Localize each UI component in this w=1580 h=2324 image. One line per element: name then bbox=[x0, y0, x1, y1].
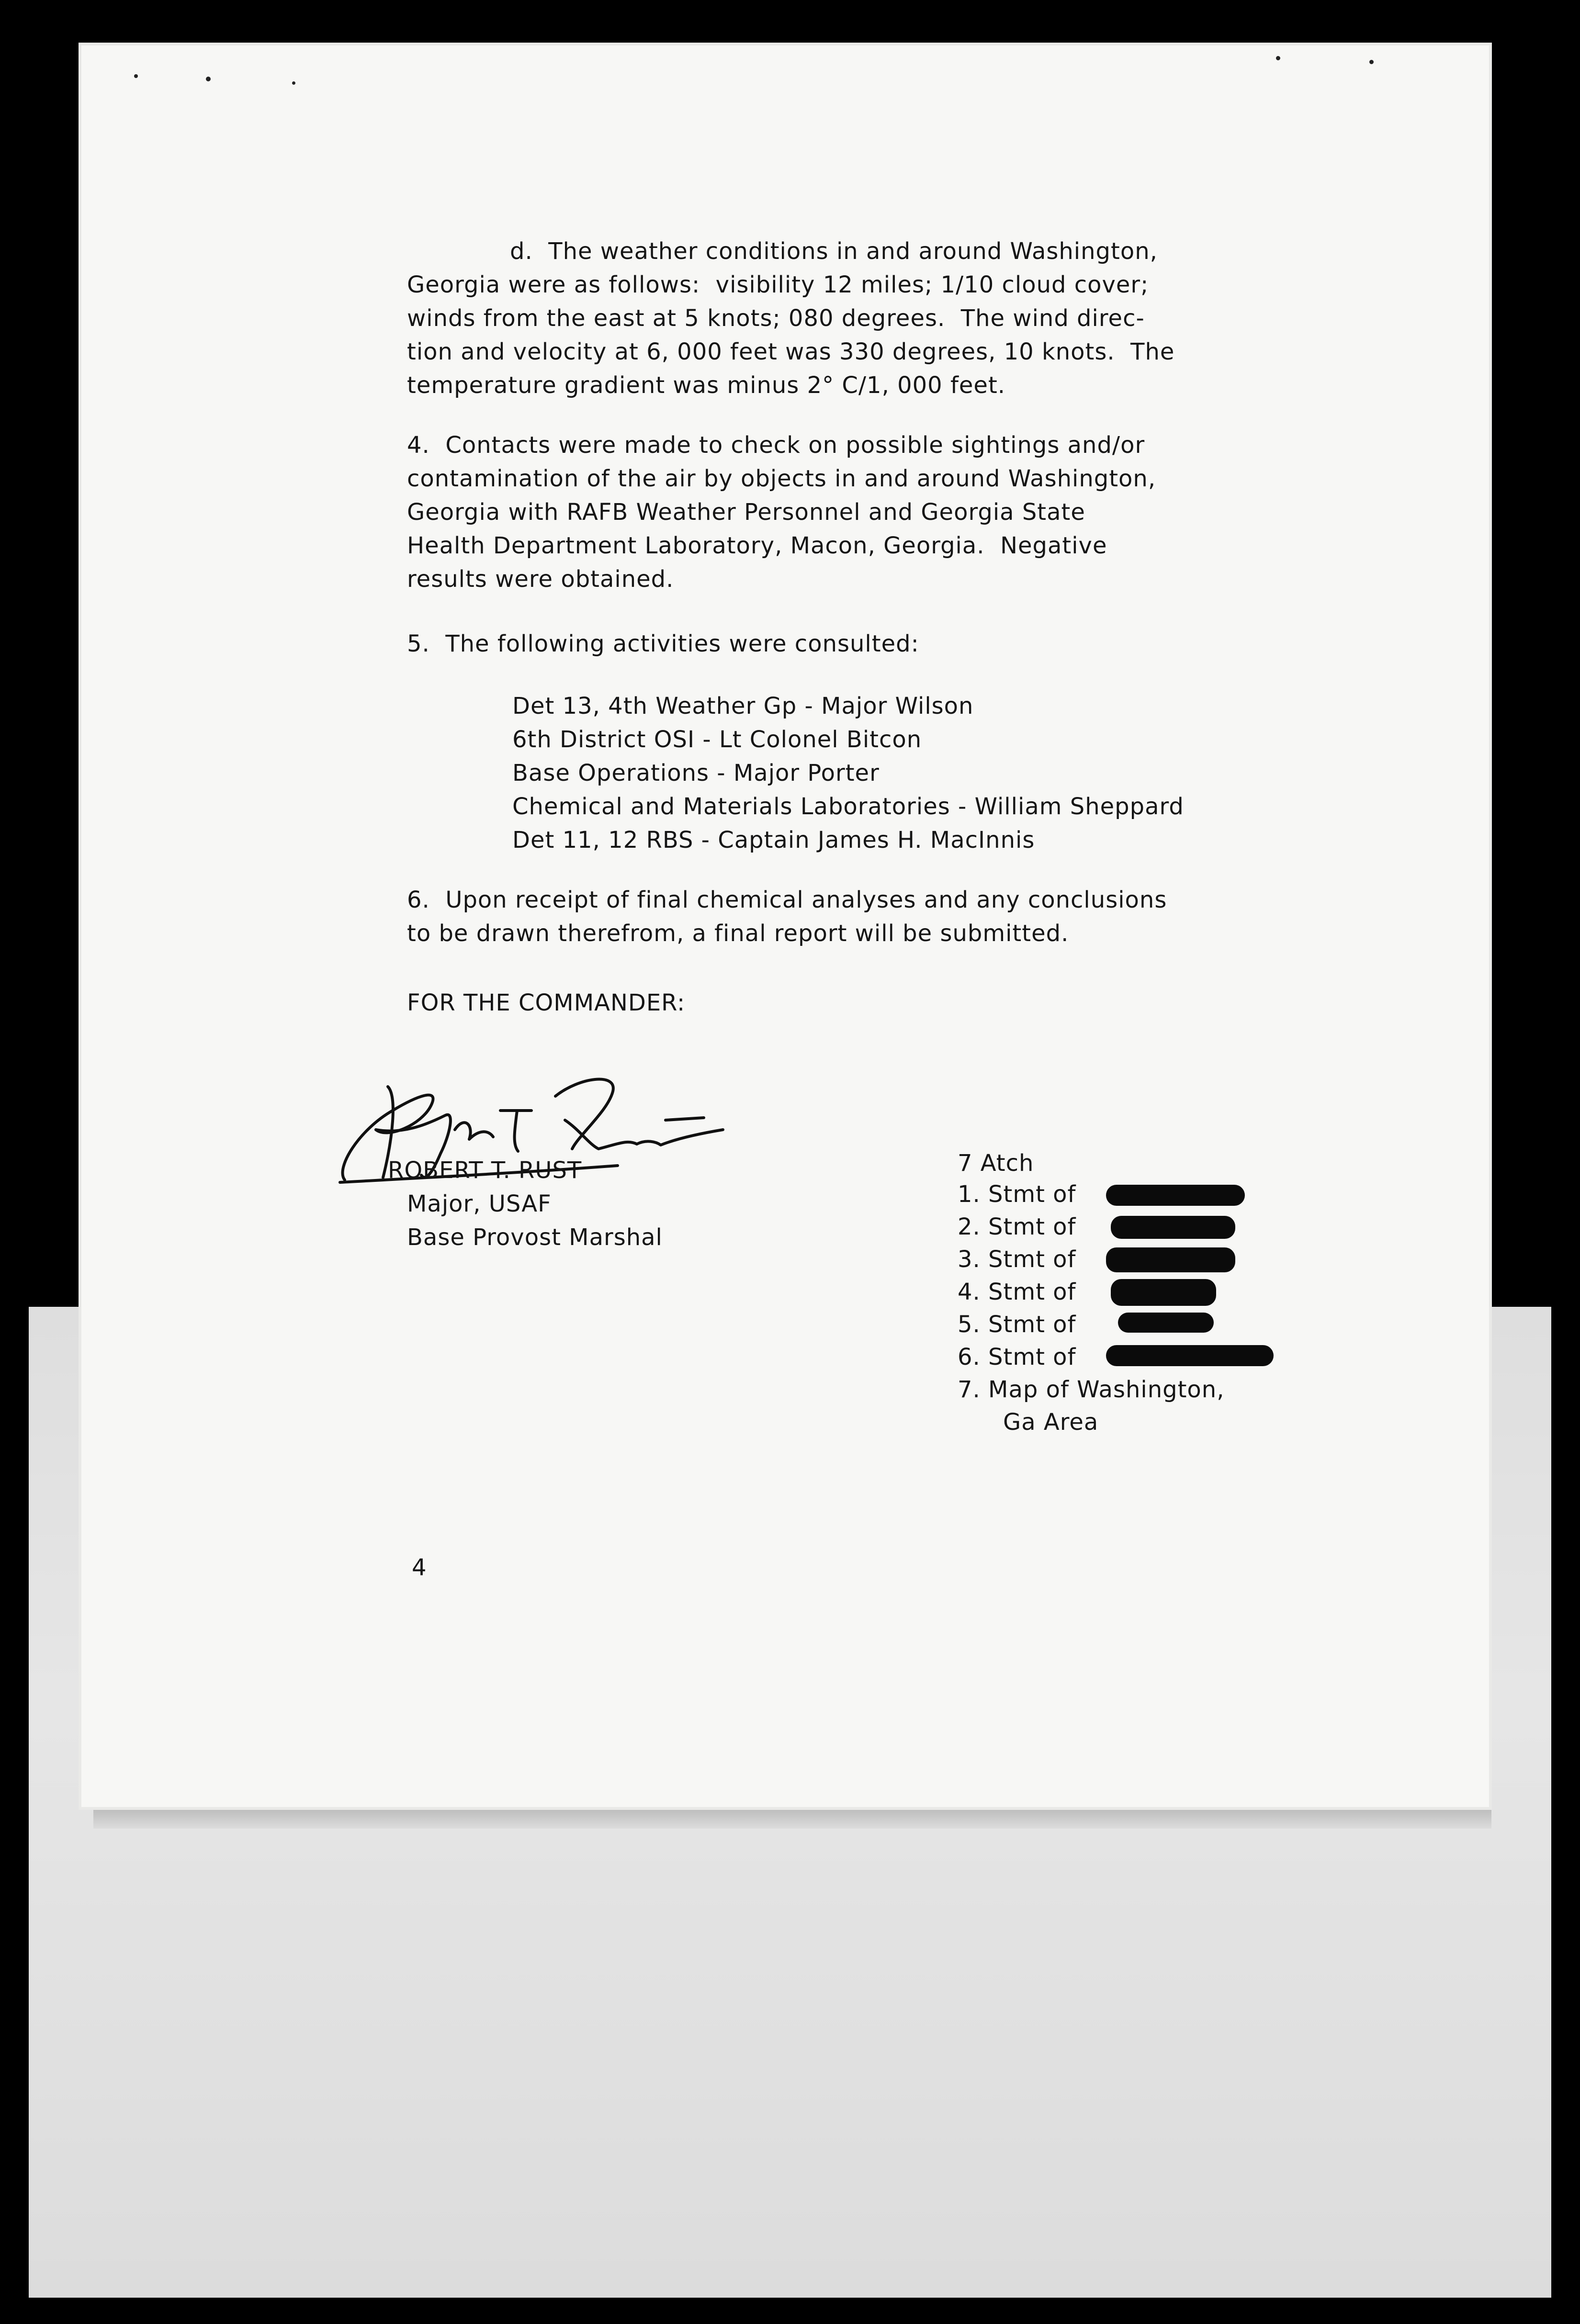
paragraph-4-line-4: Health Department Laboratory, Macon, Georgia. Negative bbox=[407, 532, 1107, 559]
paragraph-d-line-1: d. The weather conditions in and around Washington, bbox=[510, 238, 1158, 265]
activity-item: Det 11, 12 RBS - Captain James H. MacInnis bbox=[512, 827, 1035, 853]
paragraph-4-line-2: contamination of the air by objects in and around Washington, bbox=[407, 465, 1156, 492]
attachment-item: 4. Stmt of bbox=[958, 1279, 1076, 1305]
scan-speck bbox=[134, 74, 138, 78]
paragraph-d-line-3: winds from the east at 5 knots; 080 degrees. The wind direc- bbox=[407, 305, 1145, 332]
redaction-mark bbox=[1111, 1216, 1235, 1239]
redaction-mark bbox=[1106, 1185, 1245, 1206]
closing-line: FOR THE COMMANDER: bbox=[407, 989, 686, 1016]
attachment-item: 1. Stmt of bbox=[958, 1181, 1076, 1208]
paragraph-4-line-3: Georgia with RAFB Weather Personnel and Georgia State bbox=[407, 499, 1085, 526]
paragraph-d-line-4: tion and velocity at 6, 000 feet was 330 degrees, 10 knots. The bbox=[407, 338, 1175, 365]
scan-speck bbox=[1276, 56, 1280, 60]
paragraph-4-line-5: results were obtained. bbox=[407, 566, 674, 593]
activity-item: Det 13, 4th Weather Gp - Major Wilson bbox=[512, 693, 974, 719]
paragraph-d-line-2: Georgia were as follows: visibility 12 miles; 1/10 cloud cover; bbox=[407, 271, 1149, 298]
attachment-item: 3. Stmt of bbox=[958, 1246, 1076, 1273]
paragraph-6-line-1: 6. Upon receipt of final chemical analyses and any conclusions bbox=[407, 887, 1167, 913]
activity-item: Base Operations - Major Porter bbox=[512, 760, 880, 786]
paragraph-6-line-2: to be drawn therefrom, a final report will be submitted. bbox=[407, 920, 1069, 947]
attachment-item: 5. Stmt of bbox=[958, 1311, 1076, 1338]
scan-speck bbox=[206, 77, 211, 81]
redaction-mark bbox=[1106, 1247, 1235, 1272]
paragraph-d-line-5: temperature gradient was minus 2° C/1, 000 feet. bbox=[407, 372, 1006, 399]
signer-name: ROBERT T. RUST bbox=[388, 1157, 582, 1184]
signer-rank: Major, USAF bbox=[407, 1190, 552, 1217]
page-number: 4 bbox=[412, 1554, 427, 1581]
paragraph-4-line-1: 4. Contacts were made to check on possible sightings and/or bbox=[407, 432, 1145, 459]
page-shadow bbox=[93, 1809, 1491, 1829]
attachment-item: 7. Map of Washington, bbox=[958, 1376, 1225, 1403]
attachment-item: 2. Stmt of bbox=[958, 1213, 1076, 1240]
redaction-mark bbox=[1111, 1279, 1216, 1306]
redaction-mark bbox=[1106, 1345, 1274, 1366]
redaction-mark bbox=[1118, 1313, 1214, 1333]
attachments-heading: 7 Atch bbox=[958, 1150, 1034, 1177]
activity-item: 6th District OSI - Lt Colonel Bitcon bbox=[512, 726, 922, 753]
paragraph-5: 5. The following activities were consulted: bbox=[407, 630, 919, 657]
activity-item: Chemical and Materials Laboratories - William Sheppard bbox=[512, 793, 1184, 820]
attachment-item-continued: Ga Area bbox=[1003, 1409, 1099, 1436]
attachment-item: 6. Stmt of bbox=[958, 1344, 1076, 1370]
scan-speck bbox=[1369, 60, 1374, 64]
signer-title: Base Provost Marshal bbox=[407, 1224, 663, 1251]
scan-speck bbox=[292, 81, 295, 85]
